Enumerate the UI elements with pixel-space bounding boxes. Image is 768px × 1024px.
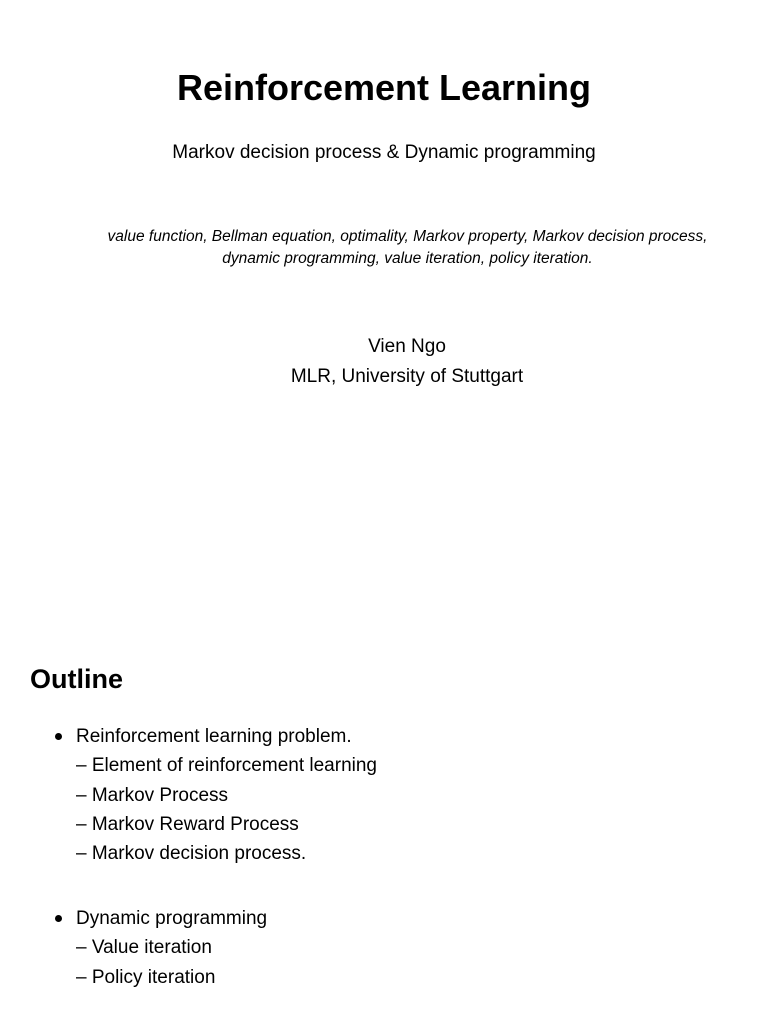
bullet-dot-icon — [55, 733, 62, 740]
sub-item: – Value iteration — [76, 937, 212, 959]
bullet-text: Reinforcement learning problem. — [76, 726, 352, 747]
title-slide — [0, 0, 768, 420]
keywords-line-1: value function, Bellman equation, optimality, Markov property, Markov decision process, — [107, 228, 708, 245]
bullet-item — [54, 722, 377, 751]
main-title: Reinforcement Learning — [176, 67, 592, 108]
outline-slide — [0, 640, 768, 1024]
sub-item: – Policy iteration — [76, 966, 216, 988]
sub-item: – Markov decision process. — [76, 843, 307, 865]
outline-group-reinforcement-learning — [54, 722, 377, 868]
keywords — [60, 226, 755, 270]
subtitle: Markov decision process & Dynamic programming — [172, 142, 596, 163]
sub-item: – Markov Process — [76, 784, 229, 806]
outline-group-dynamic-programming — [54, 904, 267, 992]
bullet-dot-icon — [55, 915, 62, 922]
author-affiliation: MLR, University of Stuttgart — [290, 366, 524, 387]
author-name: Vien Ngo — [368, 336, 446, 357]
outline-heading: Outline — [30, 664, 123, 694]
sub-item: – Element of reinforcement learning — [76, 755, 377, 777]
bullet-item — [54, 904, 267, 933]
keywords-line-2: dynamic programming, value iteration, policy iteration. — [222, 250, 593, 267]
sub-item: – Markov Reward Process — [76, 813, 299, 835]
bullet-text: Dynamic programming — [76, 908, 268, 929]
